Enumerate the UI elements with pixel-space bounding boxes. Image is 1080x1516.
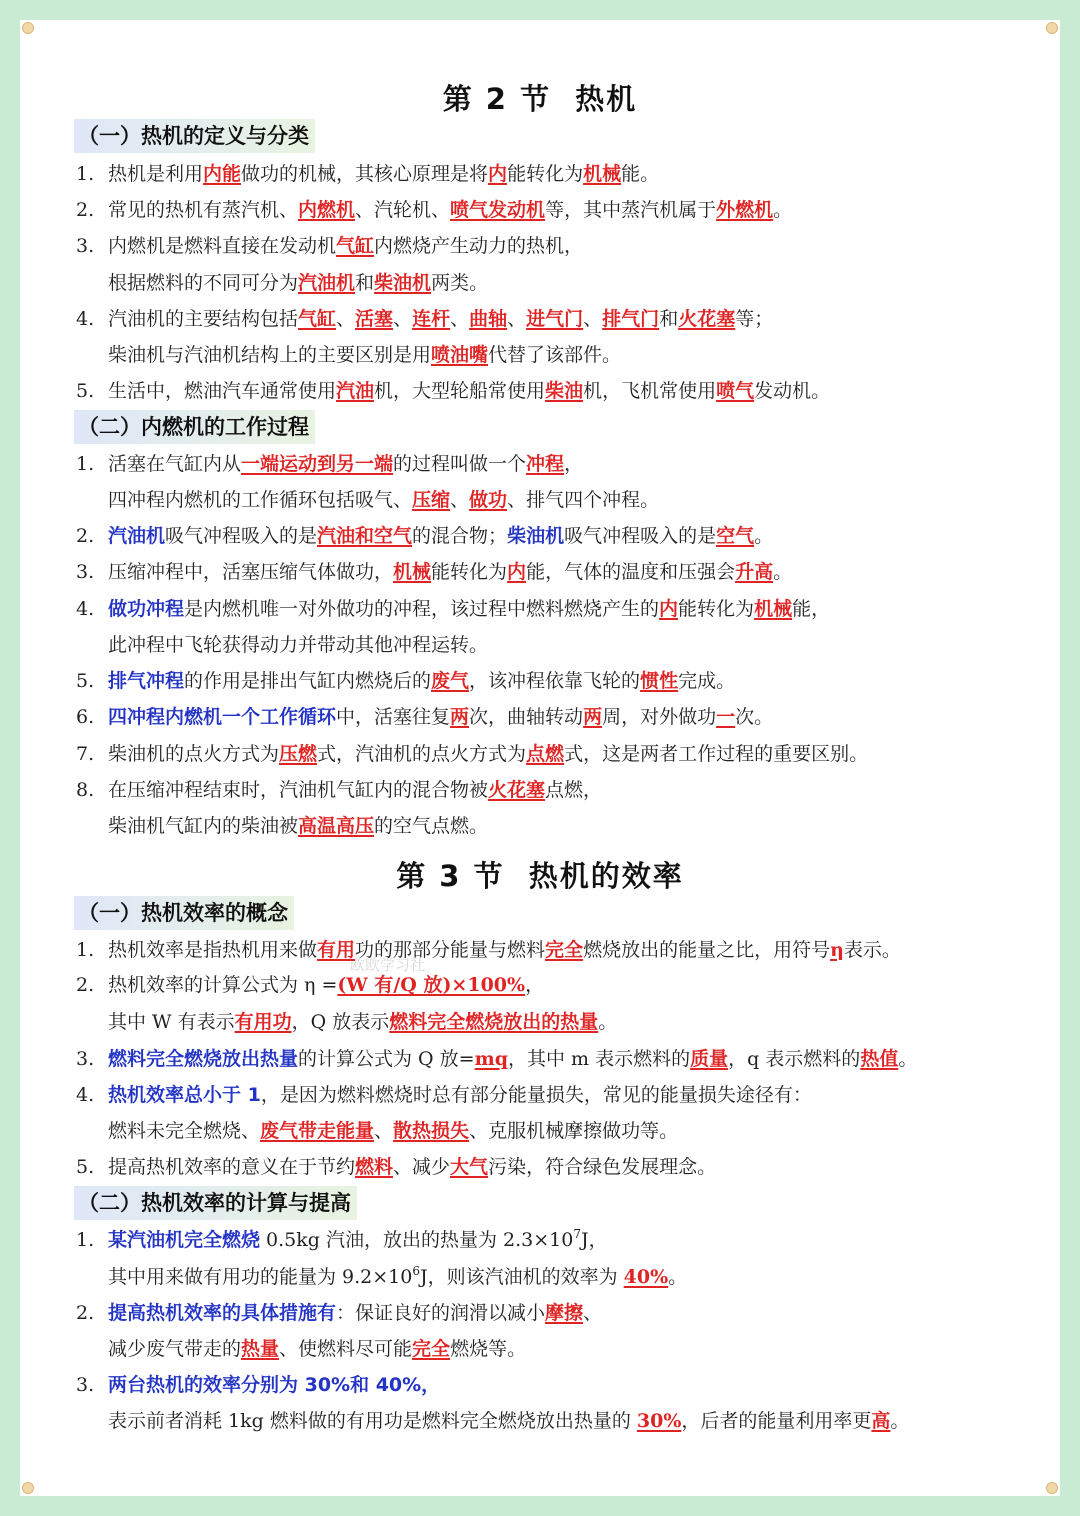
item-number: 3. [76, 1048, 95, 1070]
text: 、 [450, 489, 470, 511]
text: 、排气四个冲程。 [507, 489, 660, 511]
text: 、 [393, 308, 413, 330]
keyword: 汽油机 [298, 272, 356, 294]
keyword: 有用 [317, 939, 356, 961]
keyword: 火花塞 [678, 308, 736, 330]
emphasis-term: 排气冲程 [108, 670, 185, 692]
text: 次，曲轴转动 [469, 706, 584, 728]
text: J， [580, 1229, 608, 1251]
document-page [20, 20, 1060, 1496]
text: ，后者的能量利用率更 [681, 1410, 872, 1432]
subsection-heading: （一）热机效率的概念 [74, 896, 294, 930]
text: 此冲程中飞轮获得动力并带动其他冲程运转。 [108, 634, 489, 656]
text: 式，汽油机的点火方式为 [317, 743, 527, 765]
list-item [76, 524, 773, 548]
text: 。 [754, 525, 774, 547]
keyword: 完全 [545, 939, 584, 961]
text: 能转化为 [678, 598, 755, 620]
section-title: 第 3 节 热机的效率 [396, 859, 684, 893]
corner-decoration [22, 22, 34, 34]
corner-decoration [1046, 22, 1058, 34]
list-item-continuation [108, 488, 659, 512]
exponent: 6 [412, 1264, 420, 1278]
keyword: 两 [583, 706, 603, 728]
emphasis-term: 某汽油机完全燃烧 [108, 1229, 261, 1251]
keyword: 高温高压 [298, 815, 375, 837]
keyword: 排气门 [602, 308, 660, 330]
text: 的混合物； [412, 525, 508, 547]
text: 能转化为 [431, 561, 508, 583]
keyword: 有用功 [234, 1011, 292, 1033]
list-item [76, 1228, 608, 1252]
text: 做功的机械，其核心原理是将 [241, 163, 489, 185]
text: 和 [659, 308, 679, 330]
keyword: 喷油嘴 [431, 344, 489, 366]
keyword: 进气门 [526, 308, 584, 330]
text: 柴油机气缸内的柴油被 [108, 815, 299, 837]
keyword: 内 [659, 598, 679, 620]
keyword: 喷气 [716, 380, 755, 402]
item-number: 2. [76, 525, 95, 547]
keyword: 冲程 [526, 453, 565, 475]
text: 次。 [735, 706, 774, 728]
list-item [76, 198, 792, 222]
corner-decoration [22, 1482, 34, 1494]
exponent: 7 [573, 1227, 581, 1241]
text: 表示前者消耗 1kg 燃料做的有用功是燃料完全燃烧放出热量的 [108, 1410, 637, 1432]
keyword: 升高 [735, 561, 774, 583]
text: 吸气冲程吸入的是 [165, 525, 318, 547]
text: 提高热机效率的意义在于节约 [108, 1156, 356, 1178]
text: 。 [773, 561, 793, 583]
keyword: 高 [871, 1410, 891, 1432]
keyword: 连杆 [412, 308, 451, 330]
keyword: 点燃 [526, 743, 565, 765]
item-number: 1. [76, 163, 95, 185]
list-item [76, 669, 735, 693]
keyword: 热值 [860, 1048, 899, 1070]
keyword: 一 [716, 706, 736, 728]
text: 的空气点燃。 [374, 815, 489, 837]
keyword: 喷气发动机 [450, 199, 546, 221]
text: 。 [598, 1011, 618, 1033]
keyword: 30% [636, 1410, 682, 1432]
subsection-heading: （一）热机的定义与分类 [74, 119, 315, 153]
list-item [76, 778, 602, 802]
text: 。 [668, 1266, 688, 1288]
keyword: 汽油 [336, 380, 375, 402]
text: 、减少 [393, 1156, 451, 1178]
keyword: 气缸 [336, 235, 375, 257]
item-number: 8. [76, 779, 95, 801]
keyword: 燃料 [355, 1156, 394, 1178]
text: 完成。 [678, 670, 736, 692]
keyword: 空气 [716, 525, 755, 547]
item-number: 4. [76, 1084, 95, 1106]
text: 热机是利用 [108, 163, 204, 185]
item-number: 1. [76, 1229, 95, 1251]
text: 。 [773, 199, 793, 221]
corner-decoration [1046, 1482, 1058, 1494]
text: 、 [583, 1302, 603, 1324]
list-item [76, 162, 659, 186]
list-item [76, 307, 773, 331]
keyword: 惯性 [640, 670, 679, 692]
list-item [76, 938, 901, 962]
text: 、使燃料尽可能 [279, 1338, 413, 1360]
text: ，是因为燃料燃烧时总有部分能量损失，常见的能量损失途径有： [260, 1084, 812, 1106]
item-number: 1. [76, 453, 95, 475]
text: 其中用来做有用功的能量为 9.2×10 [108, 1266, 413, 1288]
item-number: 6. [76, 706, 95, 728]
keyword: 机械 [754, 598, 793, 620]
item-number: 2. [76, 1302, 95, 1324]
list-item-continuation [108, 1119, 678, 1143]
keyword: 燃料完全燃烧放出的热量 [389, 1011, 599, 1033]
keyword: 废气 [431, 670, 470, 692]
text: ， [525, 974, 545, 996]
text: J，则该汽油机的效率为 [420, 1266, 624, 1288]
keyword: 散热损失 [393, 1120, 470, 1142]
text: 热机效率是指热机用来做 [108, 939, 318, 961]
text: 发动机。 [754, 380, 831, 402]
item-number: 2. [76, 199, 95, 221]
formula: (W 有/Q 放)×100% [337, 974, 526, 996]
text: 活塞在气缸内从 [108, 453, 242, 475]
list-item-continuation [108, 343, 621, 367]
list-item-continuation [108, 633, 488, 657]
keyword: 完全 [412, 1338, 451, 1360]
emphasis-term: 做功冲程 [108, 598, 185, 620]
text: 的计算公式为 Q 放= [298, 1048, 475, 1070]
text: 的作用是排出气缸内燃烧后的 [184, 670, 432, 692]
text: 式，这是两者工作过程的重要区别。 [564, 743, 869, 765]
list-item [76, 452, 583, 476]
text: 柴油机的点火方式为 [108, 743, 280, 765]
keyword: 内燃机 [298, 199, 356, 221]
keyword: 机械 [393, 561, 432, 583]
item-number: 7. [76, 743, 95, 765]
text: ，Q 放表示 [291, 1011, 390, 1033]
text: 能， [792, 598, 831, 620]
text: 在压缩冲程结束时，汽油机气缸内的混合物被 [108, 779, 489, 801]
keyword: 大气 [450, 1156, 489, 1178]
section-title: 第 2 节 热机 [442, 82, 638, 116]
watermark: 欧欧学习社 [350, 956, 426, 974]
text: 机，飞机常使用 [583, 380, 717, 402]
keyword: 内 [507, 561, 527, 583]
keyword: η [830, 939, 844, 961]
list-item [76, 1047, 917, 1071]
item-number: 3. [76, 561, 95, 583]
keyword: 外燃机 [716, 199, 774, 221]
list-item [76, 742, 868, 766]
item-number: 4. [76, 308, 95, 330]
text: 生活中，燃油汽车通常使用 [108, 380, 337, 402]
keyword: 内能 [203, 163, 242, 185]
text: 是内燃机唯一对外做功的冲程，该过程中燃料燃烧产生的 [184, 598, 660, 620]
text: 两类。 [431, 272, 489, 294]
text: 0.5kg 汽油，放出的热量为 2.3×10 [260, 1229, 574, 1251]
text: 内燃机是燃料直接在发动机 [108, 235, 337, 257]
keyword: 柴油 [545, 380, 584, 402]
emphasis-term: 燃料完全燃烧放出热量 [108, 1048, 299, 1070]
list-item-continuation [108, 814, 488, 838]
text: 代替了该部件。 [488, 344, 622, 366]
keyword: 火花塞 [488, 779, 546, 801]
text: 燃烧放出的能量之比，用符号 [583, 939, 831, 961]
text: 。 [898, 1048, 918, 1070]
item-number: 5. [76, 380, 95, 402]
list-item [76, 1373, 440, 1397]
text: ：保证良好的润滑以减小 [336, 1302, 546, 1324]
text: 汽油机的主要结构包括 [108, 308, 299, 330]
emphasis-term: 汽油机 [108, 525, 166, 547]
list-item [76, 560, 792, 584]
text: 吸气冲程吸入的是 [564, 525, 717, 547]
list-item-continuation [108, 1010, 617, 1034]
text: 减少废气带走的 [108, 1338, 242, 1360]
keyword: 摩擦 [545, 1302, 584, 1324]
text: 等； [735, 308, 774, 330]
item-number: 2. [76, 974, 95, 996]
keyword: 做功 [469, 489, 508, 511]
keyword: 40% [623, 1266, 669, 1288]
text: 、 [450, 308, 470, 330]
keyword: 一端运动到另一端 [241, 453, 394, 475]
keyword: 压缩 [412, 489, 451, 511]
text: 的过程叫做一个 [393, 453, 527, 475]
item-number: 3. [76, 1374, 95, 1396]
text: 和 [355, 272, 375, 294]
text: 周，对外做功 [602, 706, 717, 728]
keyword: 废气带走能量 [260, 1120, 375, 1142]
keyword: 柴油机 [374, 272, 432, 294]
emphasis-term: 四冲程内燃机一个工作循环 [108, 706, 337, 728]
text: 表示。 [843, 939, 901, 961]
keyword: 汽油和空气 [317, 525, 413, 547]
text: 能。 [621, 163, 660, 185]
text: 内燃烧产生动力的热机， [374, 235, 584, 257]
list-item [76, 705, 773, 729]
list-item-continuation [108, 1265, 687, 1289]
text: 、 [507, 308, 527, 330]
list-item [76, 973, 544, 997]
text: 能转化为 [507, 163, 584, 185]
keyword: 活塞 [355, 308, 394, 330]
keyword: 热量 [241, 1338, 280, 1360]
text: 热机效率的计算公式为 η = [108, 974, 338, 996]
text: ，其中 m 表示燃料的 [507, 1048, 691, 1070]
list-item [76, 1301, 602, 1325]
text: 机，大型轮船常使用 [374, 380, 546, 402]
keyword: 压燃 [279, 743, 318, 765]
list-item [76, 1155, 716, 1179]
text: ， [564, 453, 584, 475]
text: 、汽轮机、 [355, 199, 451, 221]
keyword: 内 [488, 163, 508, 185]
text: 根据燃料的不同可分为 [108, 272, 299, 294]
subsection-heading: （二）内燃机的工作过程 [74, 410, 315, 444]
list-item-continuation [108, 1337, 526, 1361]
text: 能，气体的温度和压强会 [526, 561, 736, 583]
text: 、 [336, 308, 356, 330]
item-number: 3. [76, 235, 95, 257]
item-number: 1. [76, 939, 95, 961]
text: 、 [374, 1120, 394, 1142]
text: 。 [890, 1410, 910, 1432]
text: ，该冲程依靠飞轮的 [469, 670, 641, 692]
text: 污染，符合绿色发展理念。 [488, 1156, 717, 1178]
emphasis-term: 热机效率总小于 1 [108, 1084, 261, 1106]
text: 等，其中蒸汽机属于 [545, 199, 717, 221]
list-item-continuation [108, 271, 488, 295]
subsection-heading: （二）热机效率的计算与提高 [74, 1186, 357, 1220]
text: 功的那部分能量与燃料 [355, 939, 546, 961]
list-item-continuation [108, 1409, 909, 1433]
emphasis-term: 提高热机效率的具体措施有 [108, 1302, 337, 1324]
list-item [76, 1083, 812, 1107]
text: 燃烧等。 [450, 1338, 527, 1360]
text: 燃料未完全燃烧、 [108, 1120, 261, 1142]
text: 柴油机与汽油机结构上的主要区别是用 [108, 344, 432, 366]
keyword: 气缸 [298, 308, 337, 330]
keyword: 两 [450, 706, 470, 728]
text: 常见的热机有蒸汽机、 [108, 199, 299, 221]
emphasis-term: 柴油机 [507, 525, 565, 547]
keyword: 质量 [690, 1048, 729, 1070]
text: 点燃， [545, 779, 603, 801]
emphasis-term: 两台热机的效率分别为 30%和 40%， [108, 1374, 441, 1396]
keyword: 曲轴 [469, 308, 508, 330]
keyword: 机械 [583, 163, 622, 185]
list-item [76, 379, 830, 403]
list-item [76, 234, 583, 258]
text: 四冲程内燃机的工作循环包括吸气、 [108, 489, 413, 511]
list-item [76, 597, 830, 621]
text: 中，活塞往复 [336, 706, 451, 728]
text: 压缩冲程中，活塞压缩气体做功， [108, 561, 394, 583]
formula: mq [474, 1048, 508, 1070]
text: ，q 表示燃料的 [728, 1048, 861, 1070]
text: 其中 W 有表示 [108, 1011, 235, 1033]
text: 、克服机械摩擦做功等。 [469, 1120, 679, 1142]
item-number: 4. [76, 598, 95, 620]
item-number: 5. [76, 670, 95, 692]
item-number: 5. [76, 1156, 95, 1178]
text: 、 [583, 308, 603, 330]
